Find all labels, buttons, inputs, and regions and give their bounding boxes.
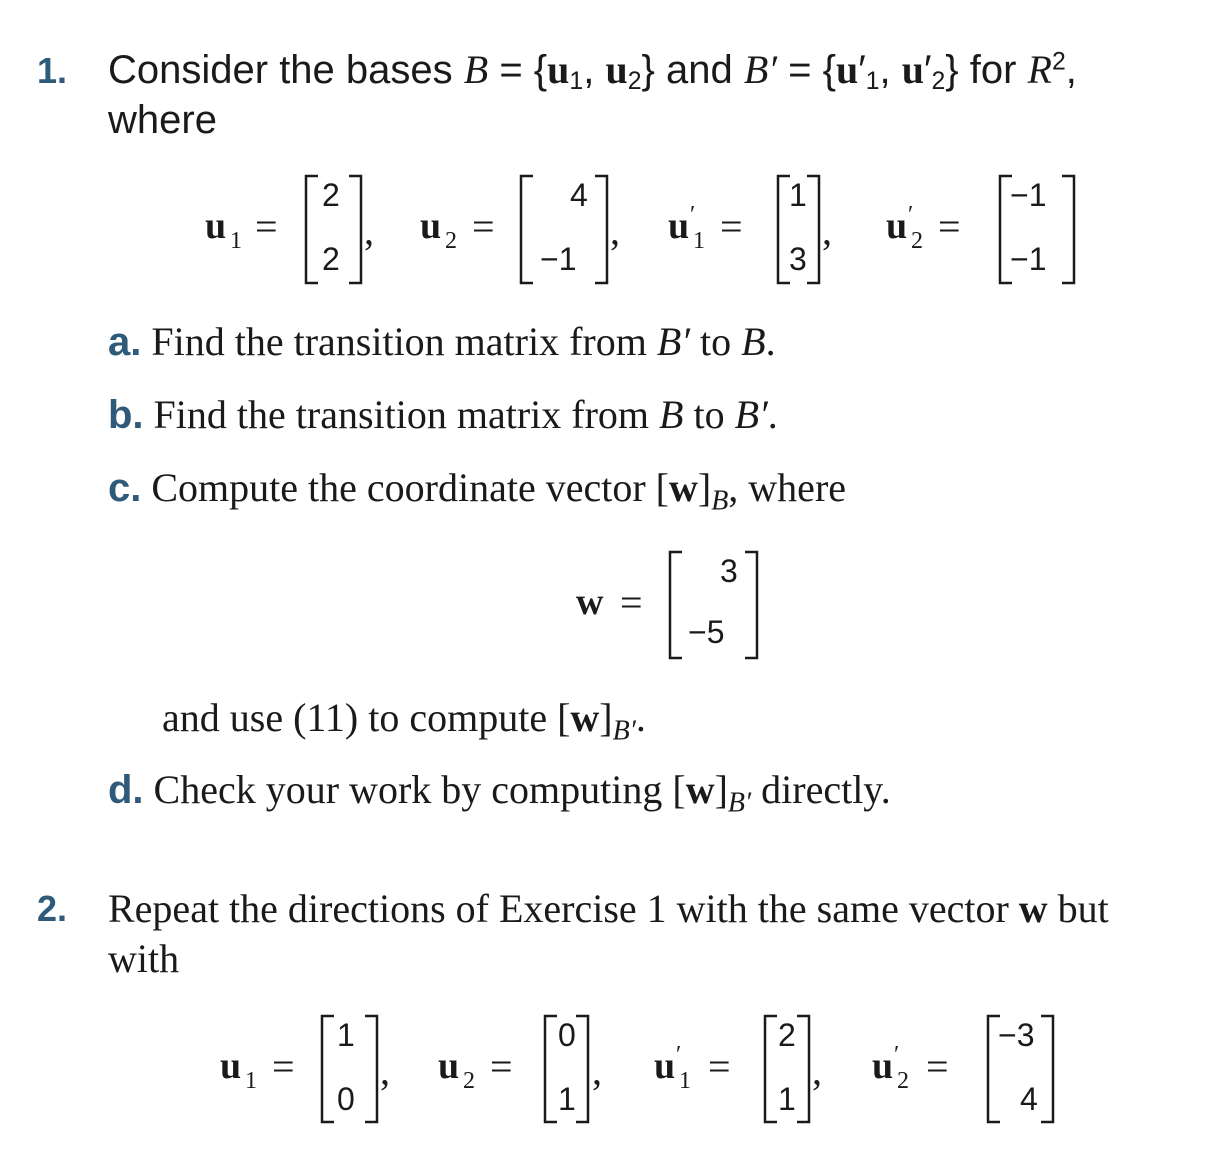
svg-text:0: 0 <box>337 1081 355 1117</box>
svg-text:u: u <box>420 205 442 247</box>
exercise-2-number: 2. <box>37 888 68 929</box>
part-c: c. Compute the coordinate vector $[w]_B$, where <box>108 465 847 517</box>
svg-text:,: , <box>610 208 620 253</box>
svg-text:u: u <box>205 205 227 247</box>
svg-text:,: , <box>380 1048 390 1093</box>
svg-text:−1: −1 <box>540 241 577 277</box>
svg-text:=: = <box>720 204 743 249</box>
svg-text:′: ′ <box>690 202 696 228</box>
svg-text:u: u <box>886 205 908 247</box>
svg-text:−5: −5 <box>688 614 725 650</box>
vector-u2-prime <box>872 1016 1053 1122</box>
svg-text:,: , <box>364 208 374 253</box>
svg-text:′: ′ <box>894 1042 900 1068</box>
svg-text:w: w <box>576 581 604 623</box>
svg-text:,: , <box>812 1048 822 1093</box>
svg-text:=: = <box>926 1044 949 1089</box>
svg-text:u: u <box>872 1045 894 1087</box>
svg-text:4: 4 <box>1020 1081 1038 1117</box>
svg-text:2: 2 <box>463 1068 475 1094</box>
part-c-continuation: and use (11) to compute $[w]_{B'}$. <box>162 695 646 747</box>
exercise-1-number: 1. <box>37 50 68 91</box>
svg-text:u: u <box>220 1045 242 1087</box>
exercise-2-statement: Repeat the directions of Exercise 1 with the same vector w but <box>108 886 1109 931</box>
svg-text:′: ′ <box>908 202 914 228</box>
svg-text:1: 1 <box>337 1017 355 1053</box>
svg-text:2: 2 <box>911 228 923 254</box>
svg-text:1: 1 <box>693 228 705 254</box>
svg-text:1: 1 <box>789 177 807 213</box>
svg-text:=: = <box>620 580 643 625</box>
svg-text:0: 0 <box>558 1017 576 1053</box>
svg-text:1: 1 <box>558 1081 576 1117</box>
svg-text:2: 2 <box>778 1017 796 1053</box>
vector-u1-prime <box>654 1016 822 1122</box>
svg-text:,: , <box>822 208 832 253</box>
svg-text:1: 1 <box>230 228 242 254</box>
svg-text:u: u <box>438 1045 460 1087</box>
svg-text:1: 1 <box>245 1068 257 1094</box>
vector-u1 <box>220 1016 390 1122</box>
svg-text:2: 2 <box>322 177 340 213</box>
svg-text:=: = <box>472 204 495 249</box>
svg-text:−1: −1 <box>1010 177 1047 213</box>
part-b: b. Find the transition matrix from B to B′. <box>108 392 778 437</box>
svg-text:=: = <box>938 204 961 249</box>
svg-text:=: = <box>272 1044 295 1089</box>
svg-text:2: 2 <box>322 241 340 277</box>
part-d: d. Check your work by computing $[w]_{B'}$ directly. <box>108 767 891 819</box>
svg-text:1: 1 <box>778 1081 796 1117</box>
vector-u2 <box>438 1016 602 1122</box>
svg-text:′: ′ <box>676 1042 682 1068</box>
svg-text:=: = <box>255 204 278 249</box>
exercise-1-statement: Consider the bases $B = \{u_1$, $u_2$} and $B' = \{u'_1$, $u'_2$} for $R^2$, <box>108 47 1077 96</box>
svg-text:4: 4 <box>570 177 588 213</box>
svg-text:−1: −1 <box>1010 241 1047 277</box>
part-a: a. Find the transition matrix from B′ to B. <box>108 319 776 364</box>
svg-text:2: 2 <box>897 1068 909 1094</box>
exercise-2-with: with <box>108 936 180 981</box>
svg-text:−3: −3 <box>998 1017 1035 1053</box>
svg-text:3: 3 <box>720 553 738 589</box>
exercise-1-where: where <box>108 98 217 142</box>
svg-text:u: u <box>654 1045 676 1087</box>
svg-text:2: 2 <box>445 228 457 254</box>
svg-text:1: 1 <box>679 1068 691 1094</box>
svg-text:3: 3 <box>789 241 807 277</box>
svg-text:,: , <box>592 1048 602 1093</box>
svg-text:u: u <box>668 205 690 247</box>
svg-text:=: = <box>490 1044 513 1089</box>
svg-text:=: = <box>708 1044 731 1089</box>
